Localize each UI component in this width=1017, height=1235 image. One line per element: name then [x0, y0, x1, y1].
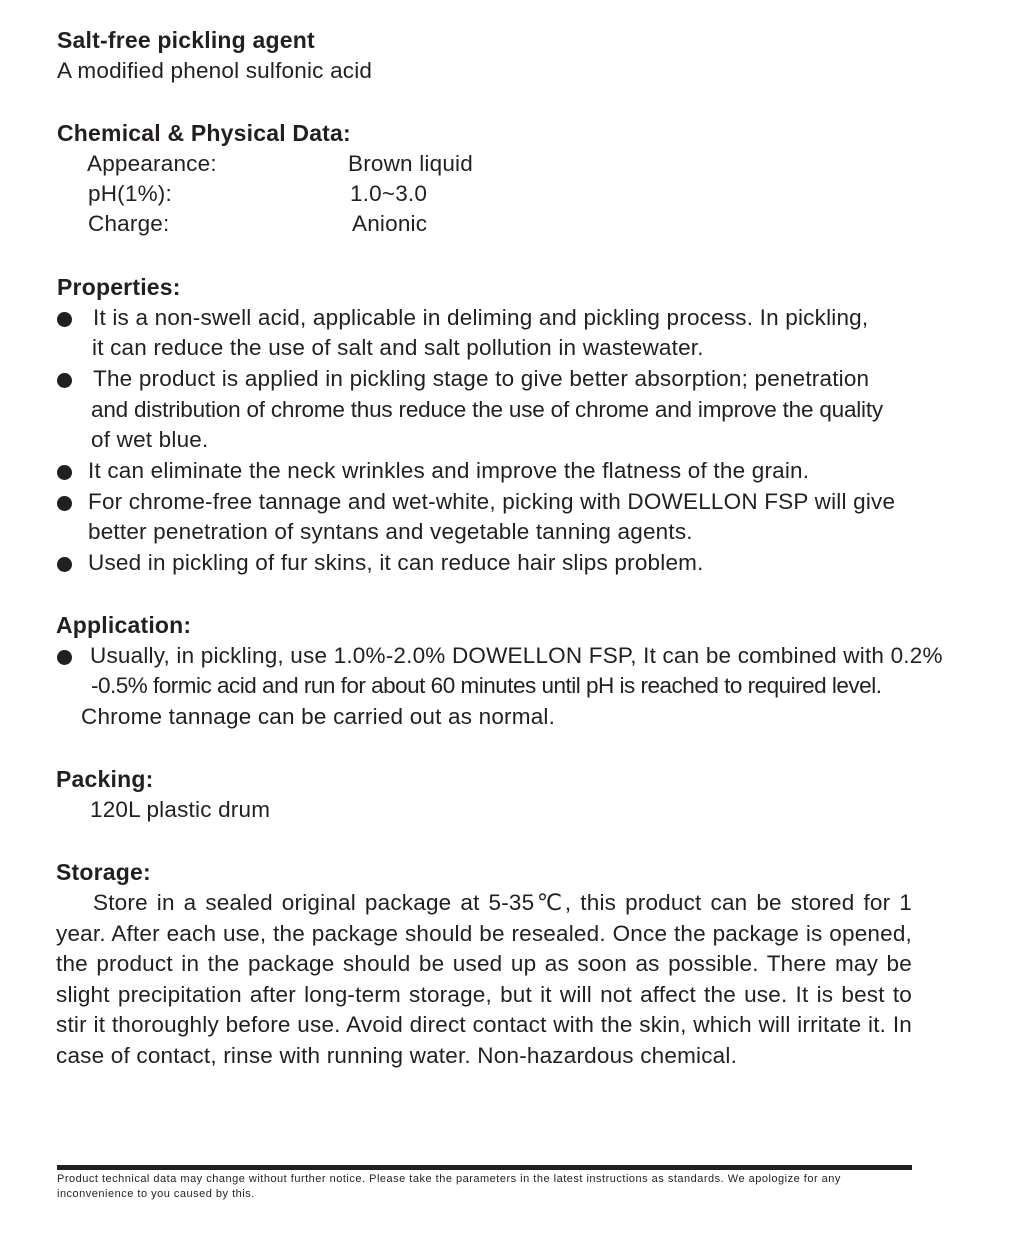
footer-line-1: Product technical data may change without further notice. Please take the parameters in the latest instructions as standards. We apologize for any: [57, 1173, 841, 1185]
packing-heading: Packing:: [56, 766, 154, 792]
storage-text: Store in a sealed original package at 5-35℃, this product can be stored for 1 year. After each use, the package should be resealed. Once the package is opened, the product in the package should be used up as soon as possible. There may be slight precipitation after long-term storage, but it will not affect the use. It is best to stir it thoroughly before use. Avoid direct contact with the skin, which will irritate it. In case of contact, rinse with running water. Non-hazardous chemical.: [56, 890, 912, 1068]
bullet-icon: [57, 557, 72, 572]
application-line-2: -0.5% formic acid and run for about 60 minutes until pH is reached to required level.: [91, 673, 882, 698]
footer-note: [57, 1172, 912, 1202]
property-4-line-2: better penetration of syntans and vegetable tanning agents.: [88, 519, 693, 544]
ph-value: 1.0~3.0: [350, 181, 428, 206]
application-line-3: Chrome tannage can be carried out as normal.: [81, 704, 556, 729]
appearance-label: Appearance:: [87, 151, 217, 176]
ph-label: pH(1%):: [88, 181, 172, 206]
bullet-icon: [57, 465, 72, 480]
packing-text: 120L plastic drum: [90, 797, 271, 822]
property-3-line-1: It can eliminate the neck wrinkles and improve the flatness of the grain.: [88, 458, 810, 483]
footer-line-2: inconvenience to you caused by this.: [57, 1188, 255, 1200]
chemical-heading: Chemical & Physical Data:: [57, 120, 351, 146]
charge-value: Anionic: [352, 211, 428, 236]
product-subtitle: A modified phenol sulfonic acid: [57, 58, 373, 83]
application-heading: Application:: [56, 612, 192, 638]
property-2-line-1: The product is applied in pickling stage to give better absorption; penetration: [93, 366, 870, 391]
property-2-line-3: of wet blue.: [91, 427, 209, 452]
property-2-line-2: and distribution of chrome thus reduce the use of chrome and improve the quality: [91, 397, 883, 422]
storage-heading: Storage:: [56, 859, 151, 885]
charge-label: Charge:: [88, 211, 170, 236]
property-1-line-1: It is a non-swell acid, applicable in deliming and pickling process. In pickling,: [93, 305, 869, 330]
bullet-icon: [57, 373, 72, 388]
bullet-icon: [57, 650, 72, 665]
footer-divider: [57, 1165, 912, 1170]
storage-paragraph: [56, 888, 912, 1071]
bullet-icon: [57, 496, 72, 511]
application-line-1: Usually, in pickling, use 1.0%-2.0% DOWELLON FSP, It can be combined with 0.2%: [90, 643, 943, 668]
properties-heading: Properties:: [57, 274, 181, 300]
property-4-line-1: For chrome-free tannage and wet-white, picking with DOWELLON FSP will give: [88, 489, 896, 514]
property-1-line-2: it can reduce the use of salt and salt pollution in wastewater.: [92, 335, 704, 360]
product-title: Salt-free pickling agent: [57, 27, 315, 53]
property-5-line-1: Used in pickling of fur skins, it can reduce hair slips problem.: [88, 550, 704, 575]
bullet-icon: [57, 312, 72, 327]
appearance-value: Brown liquid: [348, 151, 473, 176]
